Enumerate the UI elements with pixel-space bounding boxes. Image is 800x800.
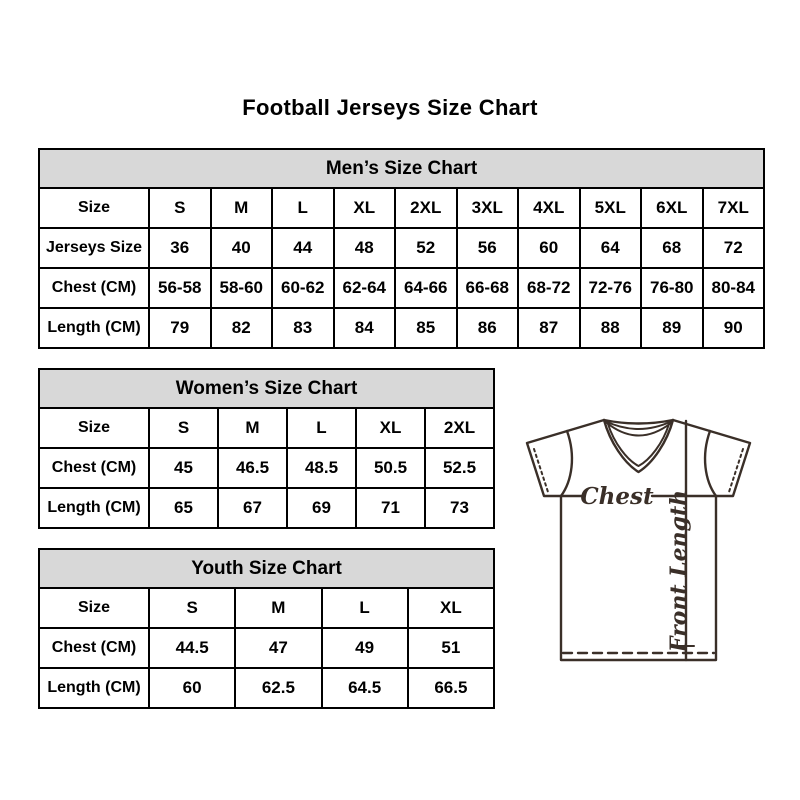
value-cell: 47 (235, 628, 321, 668)
value-cell: 76-80 (641, 268, 703, 308)
row-label-cell: Jerseys Size (39, 228, 149, 268)
mens-table-title: Men’s Size Chart (39, 149, 764, 188)
value-cell: L (272, 188, 334, 228)
table-row (39, 668, 494, 708)
youth-table-body (39, 588, 494, 708)
value-cell: L (322, 588, 408, 628)
value-cell: 64.5 (322, 668, 408, 708)
row-label-cell: Size (39, 408, 149, 448)
value-cell: 40 (211, 228, 273, 268)
value-cell: 7XL (703, 188, 765, 228)
value-cell: 4XL (518, 188, 580, 228)
value-cell: 49 (322, 628, 408, 668)
row-label-cell: Chest (CM) (39, 628, 149, 668)
table-row (39, 188, 764, 228)
table-row (39, 448, 494, 488)
value-cell: S (149, 588, 235, 628)
value-cell: 85 (395, 308, 457, 348)
value-cell: 83 (272, 308, 334, 348)
value-cell: 56 (457, 228, 519, 268)
value-cell: 89 (641, 308, 703, 348)
youth-size-table (38, 548, 495, 709)
value-cell: M (235, 588, 321, 628)
womens-table-body (39, 408, 494, 528)
value-cell: M (211, 188, 273, 228)
row-label-cell: Size (39, 188, 149, 228)
value-cell: 60-62 (272, 268, 334, 308)
value-cell: 2XL (425, 408, 494, 448)
mens-size-table (38, 148, 765, 349)
value-cell: 66.5 (408, 668, 494, 708)
value-cell: 44.5 (149, 628, 235, 668)
jersey-right-armhole (705, 431, 716, 496)
jersey-diagram (506, 410, 774, 672)
value-cell: 82 (211, 308, 273, 348)
row-label-cell: Length (CM) (39, 668, 149, 708)
value-cell: 88 (580, 308, 642, 348)
table-row (39, 408, 494, 448)
value-cell: 62-64 (334, 268, 396, 308)
value-cell: 72 (703, 228, 765, 268)
row-label-cell: Length (CM) (39, 308, 149, 348)
value-cell: 65 (149, 488, 218, 528)
value-cell: 44 (272, 228, 334, 268)
value-cell: 5XL (580, 188, 642, 228)
value-cell: XL (334, 188, 396, 228)
value-cell: 72-76 (580, 268, 642, 308)
value-cell: XL (408, 588, 494, 628)
page-title: Football Jerseys Size Chart (242, 95, 538, 120)
value-cell: 52 (395, 228, 457, 268)
table-row (39, 628, 494, 668)
value-cell: 67 (218, 488, 287, 528)
value-cell: 2XL (395, 188, 457, 228)
value-cell: 84 (334, 308, 396, 348)
value-cell: 45 (149, 448, 218, 488)
value-cell: 58-60 (211, 268, 273, 308)
table-row (39, 308, 764, 348)
table-row (39, 228, 764, 268)
value-cell: 87 (518, 308, 580, 348)
value-cell: 90 (703, 308, 765, 348)
womens-size-table (38, 368, 495, 529)
value-cell: 68-72 (518, 268, 580, 308)
value-cell: 46.5 (218, 448, 287, 488)
row-label-cell: Size (39, 588, 149, 628)
jersey-left-armhole (561, 431, 572, 496)
row-label-cell: Chest (CM) (39, 448, 149, 488)
value-cell: 36 (149, 228, 211, 268)
value-cell: 51 (408, 628, 494, 668)
value-cell: S (149, 408, 218, 448)
value-cell: 80-84 (703, 268, 765, 308)
value-cell: M (218, 408, 287, 448)
value-cell: 52.5 (425, 448, 494, 488)
value-cell: XL (356, 408, 425, 448)
value-cell: 50.5 (356, 448, 425, 488)
value-cell: 73 (425, 488, 494, 528)
row-label-cell: Length (CM) (39, 488, 149, 528)
chest-label: Chest (580, 483, 654, 510)
womens-table-title: Women’s Size Chart (39, 369, 494, 408)
jersey-collar-back-arc-1 (604, 420, 673, 424)
table-title-row (39, 369, 494, 408)
mens-table-body (39, 188, 764, 348)
value-cell: 62.5 (235, 668, 321, 708)
value-cell: 71 (356, 488, 425, 528)
jersey-right-shoulder (673, 420, 750, 496)
youth-table-title: Youth Size Chart (39, 549, 494, 588)
value-cell: 64 (580, 228, 642, 268)
front-length-label: Front Length (666, 489, 692, 653)
value-cell: 56-58 (149, 268, 211, 308)
table-row (39, 268, 764, 308)
table-title-row (39, 549, 494, 588)
jersey-body-outline (561, 496, 716, 660)
value-cell: 3XL (457, 188, 519, 228)
value-cell: 48 (334, 228, 396, 268)
value-cell: S (149, 188, 211, 228)
table-row (39, 488, 494, 528)
value-cell: 68 (641, 228, 703, 268)
value-cell: L (287, 408, 356, 448)
value-cell: 86 (457, 308, 519, 348)
value-cell: 6XL (641, 188, 703, 228)
value-cell: 60 (149, 668, 235, 708)
table-title-row (39, 149, 764, 188)
value-cell: 64-66 (395, 268, 457, 308)
value-cell: 60 (518, 228, 580, 268)
row-label-cell: Chest (CM) (39, 268, 149, 308)
value-cell: 66-68 (457, 268, 519, 308)
table-row (39, 588, 494, 628)
value-cell: 79 (149, 308, 211, 348)
value-cell: 69 (287, 488, 356, 528)
value-cell: 48.5 (287, 448, 356, 488)
